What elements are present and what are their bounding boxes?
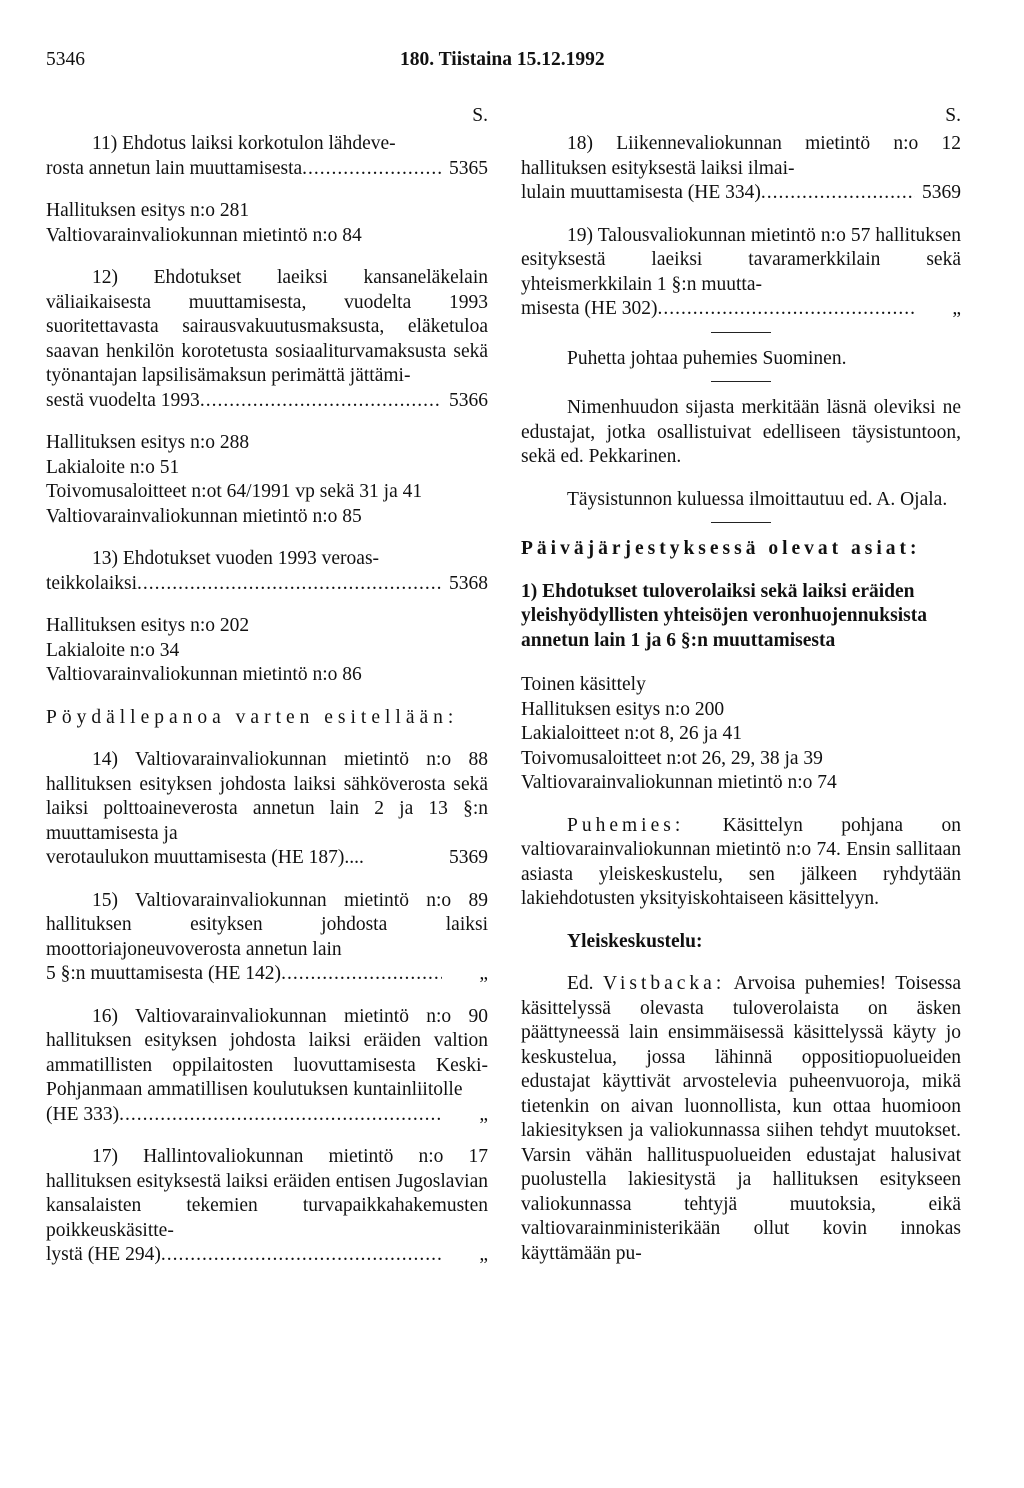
right-column: [521, 106, 961, 1266]
agenda-item-16: [46, 1005, 488, 1128]
leader-dots: [281, 962, 442, 987]
reference-line: Hallituksen esitys n:o 288: [46, 432, 250, 453]
reference-line: Hallituksen esitys n:o 281: [46, 200, 250, 221]
leader-dots: [302, 157, 442, 182]
item-text: 11) Ehdotus laiksi korkotulon lähdeve-: [92, 133, 396, 154]
item-12-references: [46, 431, 488, 529]
item-ref-line: [46, 962, 488, 987]
reference-line: Toivomusaloitteet n:ot 64/1991 vp sekä 31 ja 41: [46, 481, 423, 502]
item-ref-line: [521, 181, 961, 206]
item-text: 18) Liikennevaliokunnan mietintö n:o 12 hallituksen esityksestä laiksi ilmai-: [521, 133, 961, 179]
item-text: 14) Valtiovarainvaliokunnan mietintö n:o 88 hallituksen esityksen johdosta laiksi sähköverosta sekä laiksi polttoaineverosta annetun lain 2 ja 13 §:n muuttamisesta ja: [46, 749, 488, 844]
item-text-last: rosta annetun lain muuttamisesta: [46, 157, 303, 179]
page-ref: 5365: [449, 157, 488, 179]
reference-line: Valtiovarainvaliokunnan mietintö n:o 74: [521, 772, 837, 793]
arrival-statement: Täysistunnon kuluessa ilmoittautuu ed. A. Ojala.: [567, 488, 948, 510]
agenda-item-18: [521, 132, 961, 206]
item-text-last: 5 §:n muuttamisesta (HE 142): [46, 963, 282, 984]
roll-call-statement: Nimenhuudon sijasta merkitään läsnä oleviksi ne edustajat, jotka osallistuivat edelliseen täysistuntoon, sekä ed. Pekkarinen.: [521, 397, 961, 467]
speech-text: Käsittelyn pohjana on valtiovarainvaliokunnan mietintö n:o 74. Ensin sallitaan asiasta yleiskeskustelu, sen jälkeen ryhdytään lakiehdotusten yksityiskohtaiseen käsittelyyn.: [521, 814, 961, 909]
item-text-last: (HE 333): [46, 1103, 120, 1125]
agenda-item-15: [46, 889, 488, 987]
reference-line: Lakialoitteet n:ot 8, 26 ja 41: [521, 723, 742, 744]
speaker-name: Vistbacka:: [603, 973, 726, 994]
reference-line: Valtiovarainvaliokunnan mietintö n:o 84: [46, 224, 362, 246]
leader-dots: [161, 1243, 442, 1268]
reference-line: Lakialoite n:o 34: [46, 639, 180, 661]
debate-heading: Yleiskeskustelu:: [567, 930, 703, 952]
agenda-item-14: [46, 748, 488, 871]
page-ref: 5368: [449, 572, 488, 594]
speaker-title: Ed.: [567, 973, 594, 994]
speech-text: Arvoisa puhemies! Toisessa käsittelyssä olevasta tuloverolaista on äsken päättyneessä lain ensimmäisessä käsittelyssä käyty jo keskustelua, jossa lähinnä oppositiopuolueiden edustajat käyttivät arvostelevia puheenvuoroja, mikä tietenkin on aivan luonnollista, kun ottaa huomioon lakiesityksen ja valiokunnassa siihen tehdyt muutokset. Varsin vähän hallituspuolueiden edustajat halusivat puolustella lakiesitystä ja hallituksen esitykseen valiokunnassa tehtyjä muutoksia, eikä valtiovarainministerikään ollut kovin innokas käyttämään pu-: [521, 973, 962, 1264]
item-text: 13) Ehdotukset vuoden 1993 veroas-: [92, 548, 380, 569]
section-divider: [711, 381, 771, 382]
item-text-last: lystä (HE 294): [46, 1244, 161, 1265]
reference-line: Lakialoite n:o 51: [46, 456, 180, 478]
speaker-paragraph-vistbacka: [521, 972, 961, 1266]
page-ref: „: [479, 963, 488, 984]
agenda-item-11: [46, 132, 488, 181]
item-text: 19) Talousvaliokunnan mietintö n:o 57 hallituksen esityksestä laeiksi tavaramerkkilain sekä yhteismerkkilain 1 §:n muutta-: [521, 224, 961, 295]
leader-dots: [761, 181, 915, 206]
session-title: 180. Tiistaina 15.12.1992: [400, 49, 605, 70]
item-ref-line: [46, 389, 488, 414]
reference-line: Toinen käsittely: [521, 674, 646, 695]
section-divider: [711, 332, 771, 333]
item-text-last: misesta (HE 302): [521, 298, 658, 319]
item-text-last: verotaulukon muuttamisesta (HE 187)....: [46, 847, 364, 868]
item-ref-line: [46, 572, 488, 597]
page-ref: „: [952, 298, 961, 319]
item-ref-line: [46, 157, 488, 182]
reference-line: Toivomusaloitteet n:ot 26, 29, 38 ja 39: [521, 747, 823, 769]
page-column-label: S.: [945, 105, 961, 126]
page-number: 5346: [46, 49, 85, 70]
page-ref: 5369: [922, 182, 961, 203]
agenda-item-17: [46, 1145, 488, 1268]
leader-dots: [200, 389, 442, 414]
tabling-heading: Pöydällepanoa varten esitellään:: [46, 706, 459, 728]
page-header: [0, 48, 1024, 74]
page-ref: 5366: [449, 389, 488, 411]
page-ref: 5369: [449, 847, 488, 868]
item-text-last: lulain muuttamisesta (HE 334): [521, 182, 761, 203]
item-text: 15) Valtiovarainvaliokunnan mietintö n:o 89 hallituksen esityksen johdosta laiksi moottoriajoneuvoverosta annetun lain: [46, 889, 488, 960]
leader-dots: [119, 1103, 442, 1128]
item-text-last: sestä vuodelta 1993: [46, 389, 200, 411]
item-text: 12) Ehdotukset laeiksi kansaneläkelain väliaikaisesta muuttamisesta, vuodelta 1993 suoritettavasta sairausvakuutusmaksusta, eläketuloa saavan henkilön korotetusta sosiaaliturvamaksusta sekä työnantajan lapsilisämaksun perimättä jättämi-: [46, 267, 488, 386]
speaker-name: Puhemies:: [567, 814, 685, 836]
page-ref: „: [479, 1244, 488, 1265]
reference-line: Valtiovarainvaliokunnan mietintö n:o 86: [46, 664, 362, 685]
reference-line: Valtiovarainvaliokunnan mietintö n:o 85: [46, 505, 362, 527]
reference-line: Hallituksen esitys n:o 200: [521, 698, 725, 720]
leader-dots: [657, 297, 915, 322]
page-ref: „: [479, 1103, 488, 1125]
item-ref-line: [46, 1243, 488, 1268]
agenda-item-12: [46, 266, 488, 413]
left-column: [46, 106, 488, 1286]
topic-references: [521, 673, 961, 796]
item-11-references: [46, 199, 488, 248]
page-column-label: S.: [472, 105, 488, 126]
item-ref-line: [46, 846, 488, 871]
section-divider: [711, 522, 771, 523]
agenda-item-19: [521, 224, 961, 322]
speaker-paragraph-puhemies: [521, 814, 961, 912]
item-text: 17) Hallintovaliokunnan mietintö n:o 17 hallituksen esityksestä laiksi eräiden entisen Jugoslavian kansalaisten tekemien turvapaikkahakemusten poikkeuskäsitte-: [46, 1146, 488, 1241]
agenda-heading: Päiväjärjestyksessä olevat asiat:: [521, 538, 921, 559]
topic-title: 1) Ehdotukset tuloverolaiksi sekä laiksi eräiden yleishyödyllisten yhteisöjen veronhuojennuksista annetun lain 1 ja 6 §:n muuttamisesta: [521, 580, 927, 651]
item-ref-line: [521, 297, 961, 322]
item-text: 16) Valtiovarainvaliokunnan mietintö n:o 90 hallituksen esityksen johdosta laiksi eräiden valtion ammatillisten oppilaitosten luovuttamisesta Keski-Pohjanmaan ammatillisen koulutuksen kuntainliitolle: [46, 1005, 488, 1100]
item-ref-line: [46, 1103, 488, 1128]
reference-line: Hallituksen esitys n:o 202: [46, 615, 250, 636]
chair-statement: Puhetta johtaa puhemies Suominen.: [567, 347, 847, 369]
item-13-references: [46, 614, 488, 688]
item-text-last: teikkolaiksi: [46, 572, 137, 594]
agenda-item-13: [46, 547, 488, 596]
leader-dots: [137, 572, 442, 597]
